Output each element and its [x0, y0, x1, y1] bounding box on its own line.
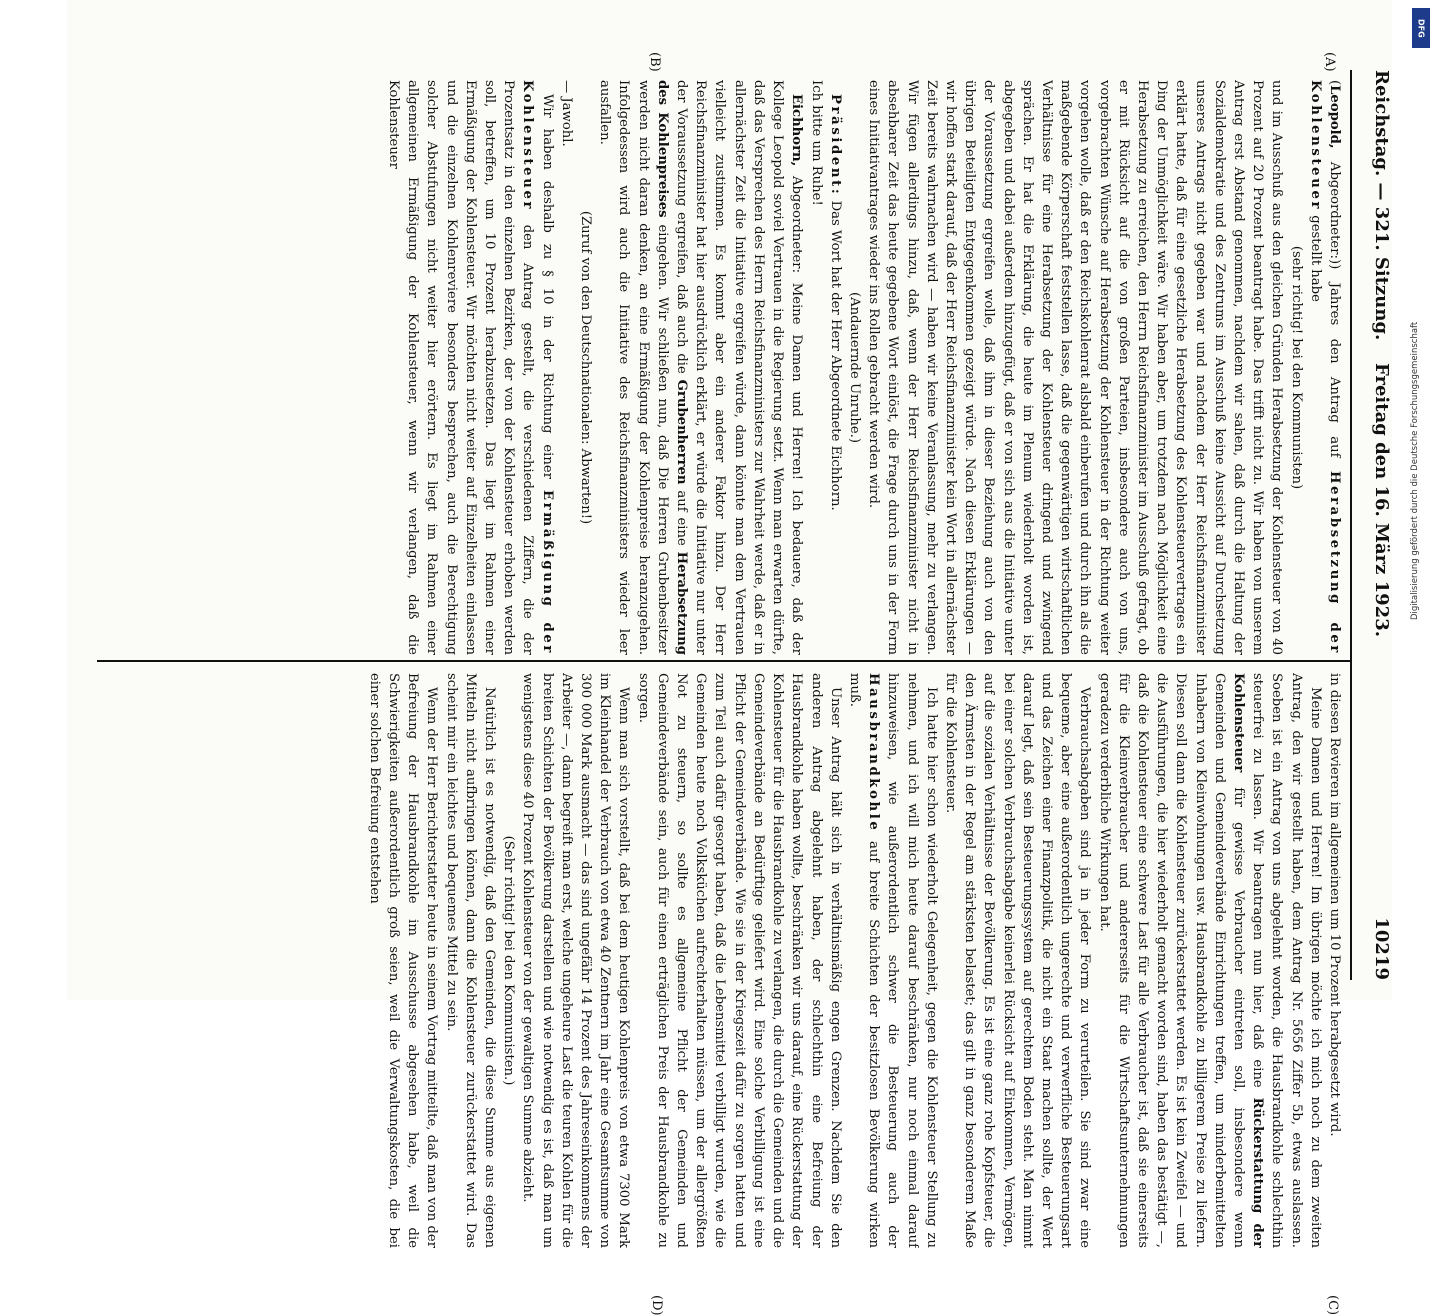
paragraph: Natürlich ist es notwendig, daß den Gemeinden, die diese Summe aus eigenen Mitteln nicht aufbringen können, dann die Kohlensteuer zurückerstattet wird. Das scheint mir ein leichtes und bequemes Mittel zu sein. — [443, 673, 498, 1248]
paragraph: Unser Antrag hält sich in verhältnismäßig engen Grenzen. Nachdem Sie den anderen Antrag abgelehnt haben, der schlechthin eine Befreiung der Hausbrandkohle haben wollte, beschränken wir uns darauf, eine Rückerstattung der Kohlensteuer für die Hausbrandkohle zu verlangen, die durch die Gemeinden und die Gemeindeverbände an Bedürftige geliefert wird. Eine solche Verbilligung ist eine Pflicht der Gemeindeverbände. Wie sie in der Kriegszeit dafür zu sorgen hatten und zum Teil auch dafür gesorgt haben, daß die Lebensmittel verbilligt wurden, wie die Gemeinden heute noch Volksküchen aufrechterhalten müssen, um der allergrößten Not zu steuern, so sollte es allgemeine Pflicht der Gemeinden und Gemeindeverbände sein, auch für einen erträglichen Preis der Hausbrandkohle zu sorgen. — [635, 673, 843, 1248]
paragraph-text: eingehen. Wir schließen nun, daß Die Herren Grubenbesitzer werden nicht daran denken, an eine Ermäßigung der Kohlenpreise heranzugehen. Infolgedessen wird auch die Initiative des Reichsfinanzministers wieder leer ausfallen. — [597, 80, 670, 655]
president-statement — [826, 80, 845, 655]
speaker-role: Abgeordneter: — [789, 175, 805, 274]
paragraph-text: auf eine — [674, 490, 690, 546]
margin-marker-d: (D) — [649, 1295, 664, 1316]
paragraph-text: Das Wort hat der Herr Abgeordnete Eichhorn. — [827, 200, 843, 511]
paragraph — [1094, 673, 1324, 1248]
paragraph: und im Ausschuß aus den gleichen Gründen Herabsetzung der Kohlensteuer von 40 Prozent auf 20 Prozent beantragt habe. Das trifft nicht zu. Wir haben von unserem Antrag erst Abstand genommen, nachdem wir sahen, daß durch die Haltung der Sozialdemokratie und des Zentrums im Ausschuß keine Aussicht auf Durchsetzung unseres Antrags nicht gegeben war und nachdem der Herr Reichsfinanzminister erklärt hatte, daß für eine gesetzliche Herabsetzung des Kohlensteuervertrages ein Ding der Unmöglichkeit wäre. Wir haben aber, um trotzdem nach Möglichkeit eine Herabsetzung zu erreichen, den Herrn Reichsfinanzminister im Ausschuß gefragt, ob er mit Rücksicht auf die von großen Parteien, insbesondere auch von uns, vorgebrachten Wünsche auf Herabsetzung der Kohlensteuer in der Richtung weiter vorgehen wolle, daß er den Reichskohlenrat alsbald einberufen und durch ihn als die maßgebende Körperschaft feststellen lasse, daß die gegenwärtigen wirtschaftlichen Verhältnisse für eine Herabsetzung der Kohlensteuer dringend und zwingend sprächen. Er hat die Erklärung, die heute im Plenum wiederholt worden ist, abgegeben und dabei außerdem hinzugefügt, daß er von sich aus die Initiative unter der Voraussetzung ergreifen wolle, daß ihm in dieser Beziehung auch von den übrigen Beteiligten Entgegenkommen gezeigt würde. Nach diesen Erklärungen — wir hoffen stark darauf, daß der Herr Reichsfinanzminister kein Wort in allernächster Zeit bereits wahrnachen wird — haben wir keine Veranlassung, mehr zu verlangen. Wir fügen allerdings hinzu, daß, wenn der Herr Reichsfinanzminister nicht in absehbarer Zeit das heute gegebene Wort einlöst, die Frage durch uns in der Form eines Initiativantrages wieder ins Rollen gebracht werden wird. — [866, 80, 1285, 655]
emphasis-kohlensteuer: Herabsetzung der Kohlensteuer — [1307, 80, 1342, 655]
emphasis-grubenherren: Grubenherren — [674, 379, 690, 485]
president-label: Präsident: — [827, 94, 843, 197]
paragraph: Wenn der Herr Berichterstatter heute in seinem Vortrag mitteilte, daß man von der Befreiung der Hausbrandkohle im Ausschusse abgesehen habe, weil die Schwierigkeiten außerordentlich groß seien, weil die Verwaltungskosten, die bei einer solchen Befreiung entstehen — [366, 673, 440, 1248]
paragraph-text: Ich hatte hier schon wiederholt Gelegenheit, gegen die Kohlensteuer Stellung zu nehmen, und ich will mich heute darauf beschränken, nur noch einmal darauf hinzuweisen, wie außerordentlich schwer die Besteuerung auch der — [885, 673, 939, 1248]
paragraph-text: den Antrag gestellt, die verschiedenen Ziffern, die der Prozentsatz in den einzelnen Bezirken, der von der Kohlensteuer erhoben werden soll, betreffen, um 10 Prozent herabzusetzen. Das liegt im Rahmen einer Ermäßigung der Kohlensteuer. Wir möchten nicht weiter auf Einzelheiten einlassen und die einzelnen Kohlenreviere besonders besprechen, auch die Berechtigung solcher Abstufungen nicht weiter hier erörtern. Es liegt im Rahmen einer allgemeinen Ermäßigung der Kohlensteuer, wenn wir verlangen, daß die Kohlensteuer — [386, 80, 536, 655]
paragraph: in diesen Revieren im allgemeinen um 10 Prozent herabgesetzt wird. — [1327, 673, 1342, 1137]
column-divider — [97, 660, 1350, 662]
header-rule — [1350, 70, 1352, 980]
paragraph-text: für gewisse Verbraucher eintreten soll, insbesondere wenn Gemeinden und Gemeindeverbände Einrichtungen treffen, um minderbemittelten Inhabern von Kleinwohnungen usw. Hausbrandkohle zu billigerem Preise zu liefern. Diesen soll dann die Kohlensteuer zurückerstattet werden. Es ist kein Zweifel — und die Ausführungen, die hier wiederholt gemacht worden sind, haben das bestätigt —, daß die Kohlensteuer eine schwere Last für alle Verbraucher ist, daß sie einerseits für die Kleinverbraucher und andererseits für die Wirtschaftsunternehmungen geradezu verderbliche Wirkungen hat. — [1096, 673, 1246, 1248]
paragraph-text: Meine Damen und Herren! Ich bedauere, daß der Kollege Leopold soviel Vertrauen in die Regierung setzt. Wenn man erwarten dürfte, daß das Versprechen des Herrn Reichsfinanzministers zur Wahrheit werde, daß er in allernächster Zeit die Initiative ergreifen würde, dann könnte man dem Vertrauen vielleicht zustimmen. Es kommt aber ein anderer Faktor hinzu. Der Herr Reichsfinanzminister hat hier ausdrücklich erklärt, er würde die Initiative nur unter der Voraussetzung ergreifen, daß auch die — [674, 80, 805, 655]
page-number: 10219 — [1371, 917, 1392, 980]
speaker-continuation: (Leopold, Abgeordneter:)) Jahres den Antrag auf Herabsetzung der Kohlensteuer gestellt habe — [1307, 80, 1342, 655]
margin-marker-a: (A) — [1322, 52, 1337, 72]
paragraph — [384, 80, 557, 655]
left-column — [77, 80, 1344, 655]
interjection: (Andauernde Unruhe.) — [846, 291, 862, 444]
paragraph-text: Wir haben deshalb zu § 10 in der Richtung einer — [539, 94, 555, 480]
speaker-name: Eichhorn, — [789, 94, 805, 167]
speaker-role: Abgeordneter:) — [1327, 161, 1342, 265]
speech-start — [595, 80, 806, 655]
running-header-date: Freitag den 16. März 1923. — [1371, 363, 1392, 637]
running-header-left: Reichstag. — 321. Sitzung. — [1371, 70, 1392, 341]
margin-marker-b: (B) — [647, 52, 662, 72]
paragraph-text: Meine Damen und Herren! Im übrigen möchte ich mich noch zu dem zweiten Antrag, den wir gestellt haben, dem Antrag Nr. 5656 Ziffer 5b, etwas auslassen. Soeben ist ein Antrag von uns abgelehnt worden, die Hausbrandkohle schlechthin steuerfrei zu lassen. Wir beantragen nun hier, daß eine — [1250, 673, 1323, 1248]
speaker-name: Leopold, — [1327, 85, 1342, 149]
margin-marker-c: (C) — [1325, 1295, 1340, 1316]
emphasis-kohlenpreis: Herabsetzung des Kohlenpreises — [654, 80, 690, 655]
paragraph-text: auf breite Schichten der besitzlosen Bevölkerung wirken muß. — [846, 673, 882, 1248]
paragraph: — Jawohl. — [558, 80, 574, 147]
emphasis-rueckerstattung: Rückerstattung der Kohlensteuer — [1230, 673, 1266, 1248]
paragraph: Wenn man sich vorstellt, daß bei dem heutigen Kohlenpreis von etwa 7300 Mark im Kleinhandel der Verbrauch von etwa 40 Zentnern im Jahr eine Gesamtsumme von 300 000 Mark ausmacht — das sind ungefähr 14 Prozent des Jahreseinkommens der Arbeiter —, dann begreift man erst, welche ungeheure Last die teuren Kohlen für die breiten Schichten der Bevölkerung darstellen und wie notwendig es ist, daß man um wenigstens diese 40 Prozent Kohlensteuer von der gewaltigen Summe abzieht. — [520, 673, 632, 1248]
right-column — [77, 673, 1344, 1248]
digitization-credit: Digitalisierung gefördert durch die Deutsche Forschungsgemeinschaft — [1410, 321, 1420, 620]
emphasis-hausbrandkohle: Hausbrandkohle — [866, 673, 882, 833]
newspaper-page — [67, 0, 1392, 1316]
paragraph: Verbrauchsabgaben sind ja in jeder Form zu verurteilen. Sie sind zwar eine bequeme, aber eine außerordentlich ungerechte und verwerfliche Besteuerungsart und das Zeichen einer Finanzpolitik, die nicht ein Staat machen sollte, der Wert darauf legt, daß sein Besteuerungssystem auf gerechtem Boden steht. Man nimmt bei einer solchen Verbrauchsabgabe keinerlei Rücksicht auf Einkommen, Vermögen, auf die sozialen Verhältnisse der Bevölkerung. Es ist eine ganz rohe Kopfsteuer, die den Ärmsten in der Regel am stärksten belastet; das gilt in ganz besonderem Maße für die Kohlensteuer. — [942, 673, 1093, 1248]
paragraph-text: Jahres den Antrag auf — [1327, 282, 1342, 458]
paragraph — [845, 673, 941, 1248]
interjection: (sehr richtig! bei den Kommunisten) — [1288, 245, 1304, 490]
interjection: (Sehr richtig! bei den Kommunisten.) — [501, 835, 517, 1086]
paragraph: Ich bitte um Ruhe! — [808, 80, 824, 206]
paragraph-text: gestellt habe — [1307, 215, 1323, 302]
emphasis-ermaessigung: Ermäßigung der Kohlensteuer — [520, 80, 555, 655]
interjection: (Zuruf von den Deutschnationalen: Abwarten!) — [578, 210, 594, 525]
dfg-logo: DFG — [1412, 8, 1430, 48]
